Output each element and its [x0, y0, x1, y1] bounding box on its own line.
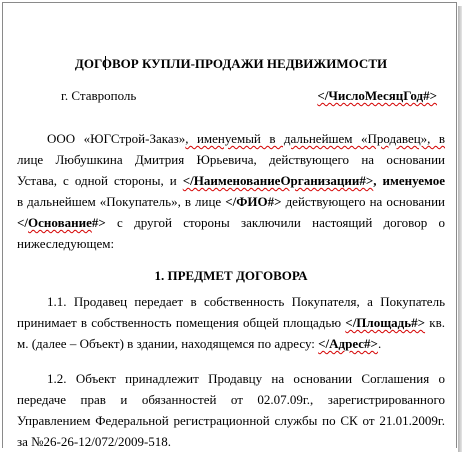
page-shadow — [458, 6, 462, 452]
preamble-line-1 — [17, 128, 445, 149]
basis-placeholder: Основание — [28, 215, 92, 230]
city-label: г. Ставрополь — [61, 88, 137, 103]
seller-name: ООО «ЮГСтрой-Заказ» — [47, 131, 186, 146]
clause-1-2 — [17, 368, 445, 452]
clause-1-2-line-3: Управлением Федеральной регистрационной службы по СК от 21.01.2009г. — [17, 413, 445, 428]
preamble-line-6: нижеследующем: — [17, 236, 115, 251]
clause-1-1-line-2: принимает в собственность помещения общей площадью </Площадь#> кв. — [17, 315, 445, 330]
org-name-placeholder: </НаименованиеОрганизации#> — [182, 173, 374, 188]
preamble-paragraph — [17, 128, 445, 254]
fio-placeholder: </ФИО#> — [225, 194, 282, 209]
preamble-line-4: в дальнейшем «Покупатель», в лице </ФИО#> действующего на основании — [17, 194, 445, 209]
clause-1-1-line-3: м. (далее – Объект) в здании, находящемся по адресу: </Адрес#>. — [17, 336, 382, 351]
preamble-line-2: лице Любушкина Дмитрия Юрьевича, действующего на основании — [17, 152, 445, 167]
clause-1-1-line-1: 1.1. Продавец передает в собственность Покупателя, а Покупатель — [47, 294, 445, 309]
clause-1-2-line-1: 1.2. Объект принадлежит Продавцу на основании Соглашения о — [47, 371, 445, 386]
clause-1-2-line-2: передаче прав и обязанностей от 02.07.09г., зарегистрированного — [17, 392, 445, 407]
preamble-line-3: Устава, с одной стороны, и </НаименованиеОрганизации#>, именуемое — [17, 173, 445, 188]
date-placeholder: </ЧислоМесяцГод#> — [317, 88, 437, 103]
document-title: ДОГОВОР КУПЛИ-ПРОДАЖИ НЕДВИЖИМОСТИ — [74, 56, 388, 71]
clause-1-2-line-4: за №26-26-12/072/2009-518. — [17, 434, 172, 449]
seller-suffix: , именуемый в дальнейшем «Продавец», в — [185, 131, 446, 146]
document-page — [2, 2, 457, 448]
area-placeholder: </Площадь#> — [345, 315, 426, 330]
preamble-line-5: </Основание#> с другой стороны заключили настоящий договор о — [17, 215, 445, 230]
address-placeholder: </Адрес#> — [318, 336, 378, 351]
section-1-heading: 1. ПРЕДМЕТ ДОГОВОРА — [154, 268, 308, 283]
clause-1-1 — [17, 291, 445, 354]
